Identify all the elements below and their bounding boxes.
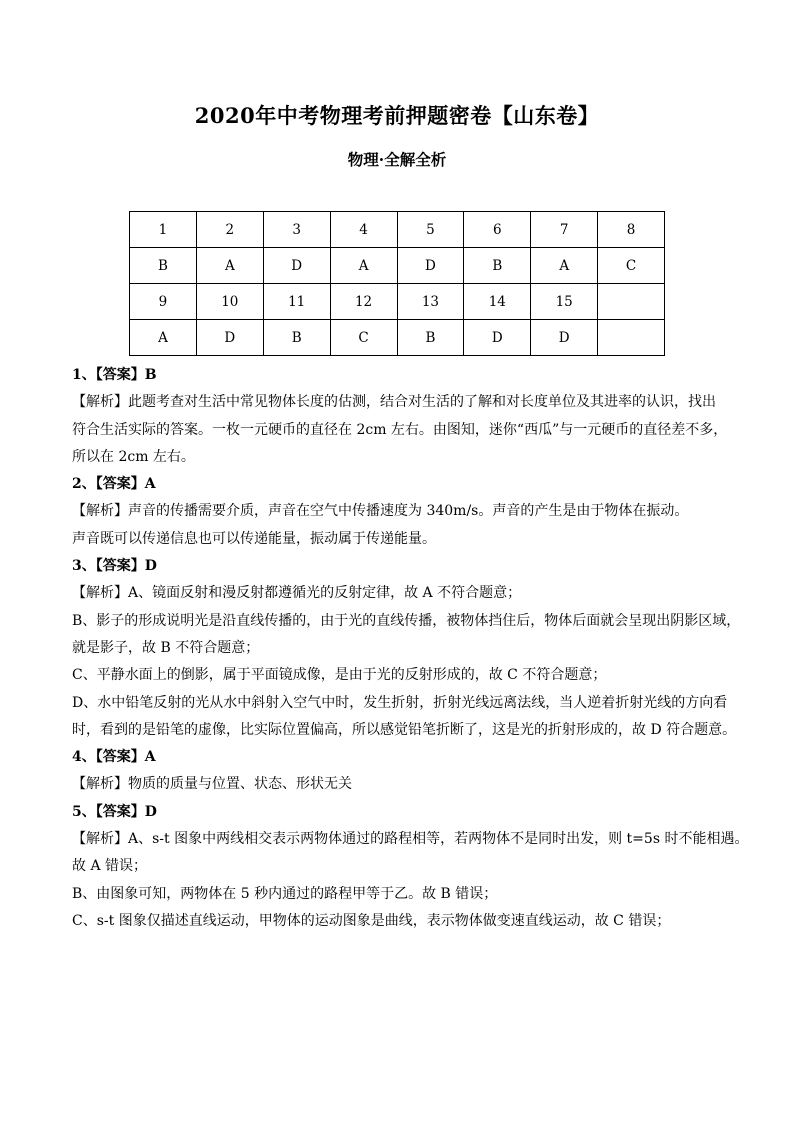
answer-cell: A xyxy=(196,248,263,284)
question-number-cell: 6 xyxy=(464,212,531,248)
explanation-line: 【解析】声音的传播需要介质，声音在空气中传播速度为 340m/s。声音的产生是由于物体在振动。 xyxy=(72,503,689,520)
answer-row xyxy=(130,320,665,356)
explanation-line: 【解析】物质的质量与位置、状态、形状无关 xyxy=(72,776,352,793)
explanation-line: C、s-t 图象仅描述直线运动，甲物体的运动图象是曲线，表示物体做变速直线运动，故 C 错误； xyxy=(72,912,671,929)
explanation-line: C、平静水面上的倒影，属于平面镜成像，是由于光的反射形成的，故 C 不符合题意； xyxy=(72,667,607,684)
question-number-cell: 10 xyxy=(196,284,263,320)
explanation-line: 符合生活实际的答案。一枚一元硬币的直径在 2cm 左右。由图知，迷你“西瓜”与一元硬币的直径差不多， xyxy=(72,421,728,438)
answer-cell: B xyxy=(464,248,531,284)
answer-cell: B xyxy=(397,320,464,356)
answer-heading: 3、【答案】D xyxy=(72,558,157,575)
answer-cell: C xyxy=(330,320,397,356)
explanation-line: B、由图象可知，两物体在 5 秒内通过的路程甲等于乙。故 B 错误； xyxy=(72,885,498,902)
question-number-cell: 3 xyxy=(263,212,330,248)
question-number-cell xyxy=(598,284,665,320)
explanation-line: 故 A 错误； xyxy=(72,858,148,875)
answer-cell: D xyxy=(397,248,464,284)
question-number-cell: 14 xyxy=(464,284,531,320)
explanation-line: 时，看到的是铅笔的虚像，比实际位置偏高，所以感觉铅笔折断了，这是光的折射形成的，故 D 符合题意。 xyxy=(72,721,737,738)
question-number-cell: 2 xyxy=(196,212,263,248)
question-number-cell: 13 xyxy=(397,284,464,320)
question-number-row xyxy=(130,212,665,248)
explanation-line: 【解析】此题考查对生活中常见物体长度的估测，结合对生活的了解和对长度单位及其进率的认识，找出 xyxy=(72,394,716,411)
answer-cell xyxy=(598,320,665,356)
answer-cell: A xyxy=(531,248,598,284)
question-number-cell: 1 xyxy=(130,212,197,248)
solution-text xyxy=(72,362,749,935)
question-number-cell: 12 xyxy=(330,284,397,320)
answer-heading: 1、【答案】B xyxy=(72,367,157,383)
answer-table xyxy=(129,211,665,356)
question-number-cell: 8 xyxy=(598,212,665,248)
explanation-line: D、水中铅笔反射的光从水中斜射入空气中时，发生折射，折射光线远离法线，当人逆着折射光线的方向看 xyxy=(72,694,728,711)
question-number-cell: 7 xyxy=(531,212,598,248)
explanation-line: 所以在 2cm 左右。 xyxy=(72,448,195,465)
question-number-cell: 11 xyxy=(263,284,330,320)
question-number-row xyxy=(130,284,665,320)
answer-cell: A xyxy=(330,248,397,284)
answer-heading: 5、【答案】D xyxy=(72,803,157,820)
explanation-line: 就是影子，故 B 不符合题意； xyxy=(72,639,260,656)
question-number-cell: 15 xyxy=(531,284,598,320)
answer-heading: 2、【答案】A xyxy=(72,476,156,493)
answer-cell: C xyxy=(598,248,665,284)
explanation-line: 【解析】A、镜面反射和漫反射都遵循光的反射定律，故 A 不符合题意； xyxy=(72,585,522,602)
explanation-line: 【解析】A、s-t 图象中两线相交表示两物体通过的路程相等，若两物体不是同时出发，则 t=5s 时不能相遇。 xyxy=(72,831,749,848)
answer-row xyxy=(130,248,665,284)
explanation-line: 声音既可以传递信息也可以传递能量，振动属于传递能量。 xyxy=(72,530,436,547)
question-number-cell: 5 xyxy=(397,212,464,248)
page-title: 2020年中考物理考前押题密卷【山东卷】 xyxy=(194,103,600,128)
page-subtitle: 物理·全解全析 xyxy=(347,150,447,169)
answer-cell: D xyxy=(464,320,531,356)
answer-cell: B xyxy=(263,320,330,356)
question-number-cell: 4 xyxy=(330,212,397,248)
question-number-cell: 9 xyxy=(130,284,197,320)
answer-cell: A xyxy=(130,320,197,356)
answer-cell: D xyxy=(263,248,330,284)
answer-heading: 4、【答案】A xyxy=(72,749,156,766)
answer-cell: D xyxy=(531,320,598,356)
explanation-line: B、影子的形成说明光是沿直线传播的，由于光的直线传播，被物体挡住后，物体后面就会呈现出阴影区域， xyxy=(72,612,741,629)
answer-cell: B xyxy=(130,248,197,284)
answer-cell: D xyxy=(196,320,263,356)
